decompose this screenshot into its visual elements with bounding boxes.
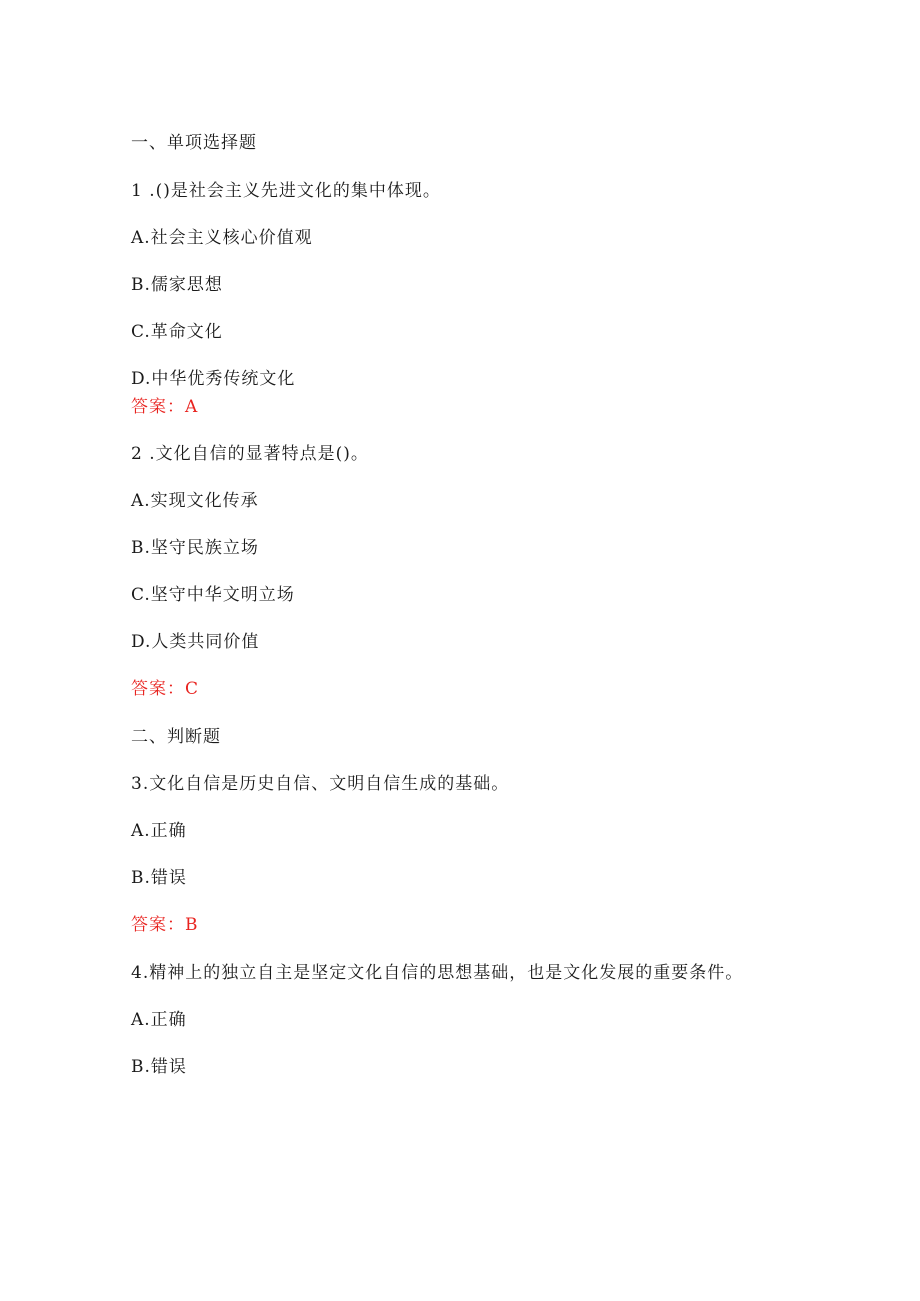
question-2-option-a: A.实现文化传承 [131,491,259,511]
question-3-stem: 3.文化自信是历史自信、文明自信生成的基础。 [131,774,510,794]
question-4-option-a: A.正确 [131,1010,187,1030]
question-1-option-a: A.社会主义核心价值观 [131,228,313,248]
question-1-option-c: C.革命文化 [131,322,223,342]
question-2-option-c: C.坚守中华文明立场 [131,585,295,605]
question-4-stem: 4.精神上的独立自主是坚定文化自信的思想基础，也是文化发展的重要条件。 [131,963,744,983]
question-3-option-a: A.正确 [131,821,187,841]
question-2-option-d: D.人类共同价值 [131,632,260,652]
question-4-option-b: B.错误 [131,1057,187,1077]
question-1-option-b: B.儒家思想 [131,275,223,295]
question-2-answer: 答案：C [131,679,200,699]
question-1-stem: 1 .()是社会主义先进文化的集中体现。 [131,181,441,201]
question-1-answer: 答案：A [131,397,199,417]
section-heading-true-false: 二、判断题 [131,727,221,747]
question-3-option-b: B.错误 [131,868,187,888]
question-2-option-b: B.坚守民族立场 [131,538,259,558]
question-2-stem: 2 .文化自信的显著特点是()。 [131,444,369,464]
question-1-option-d: D.中华优秀传统文化 [131,369,296,389]
question-3-answer: 答案：B [131,915,199,935]
section-heading-single-choice: 一、单项选择题 [131,133,257,153]
